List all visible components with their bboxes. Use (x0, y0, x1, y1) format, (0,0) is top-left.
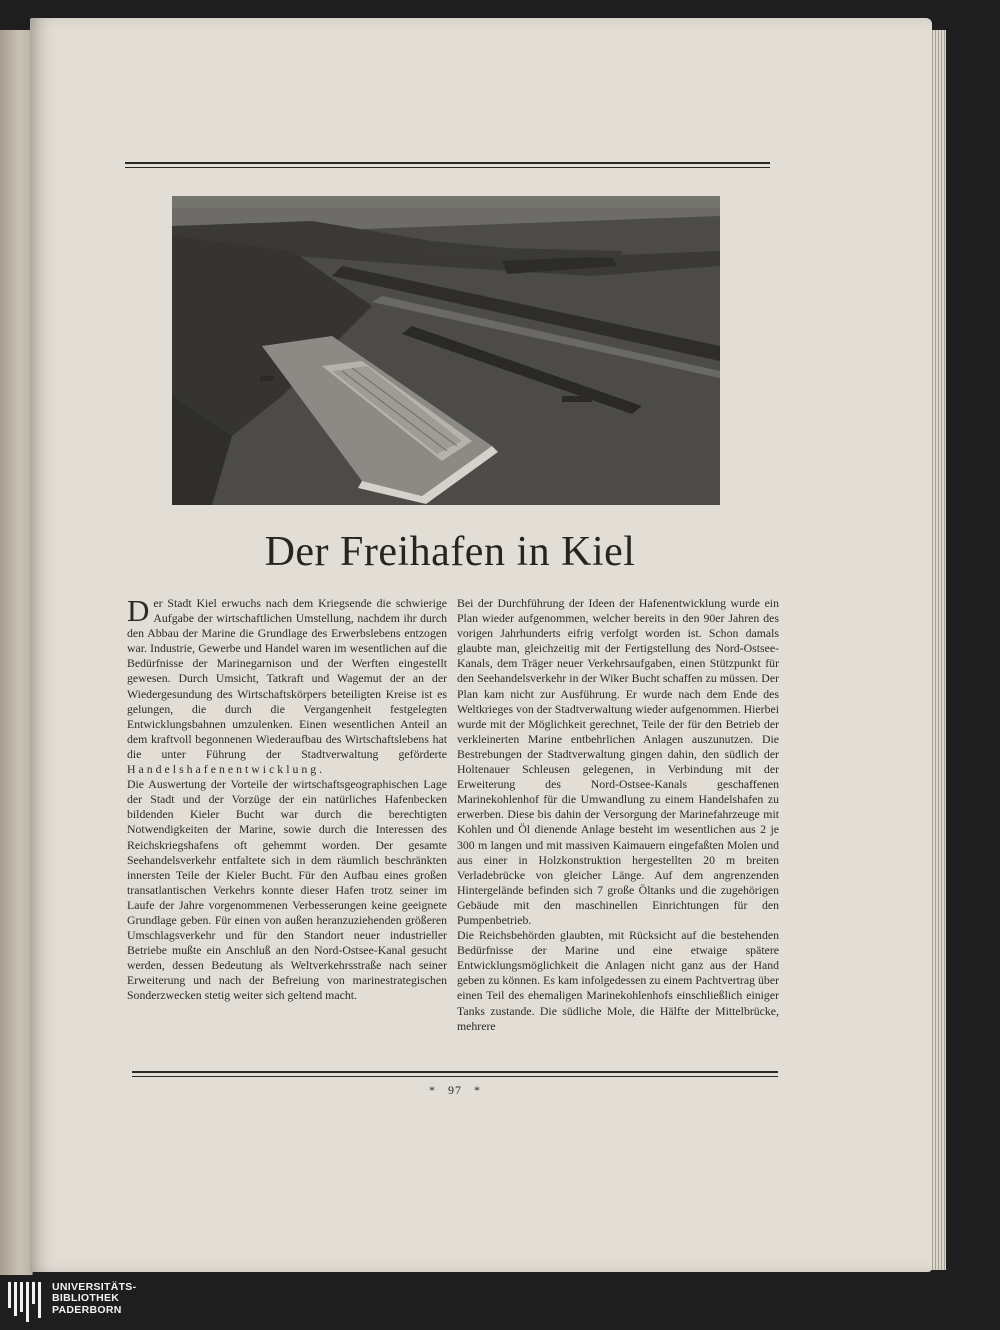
paragraph: Die Auswertung der Vorteile der wirtschaftsgeographischen Lage der Stadt und der Vorzüge der ein natürliches Hafenbecken bildenden Kieler Bucht war durch die berechtigten Notwendigkeiten der Marine, sowie durch die Interessen des Reichskriegshafens oft gehemmt worden. Der gesamte Seehandelsverkehr entfaltete sich in dem räumlich beschränkten innersten Teile der Kieler Bucht. Für den Aufbau eines großen transatlantischen Verkehrs konnte dieser Hafen trotz seiner im Laufe der Jahre vorgenommenen Verbesserungen keine geeignete Grundlage geben. Für einen von außen heranzuziehenden größeren Umschlagsverkehr und für den Standort neuer industrieller Betriebe mußte ein Anschluß an den Nord-Ostsee-Kanal gesucht werden, dessen Bedeutung als Weltverkehrsstraße nach seiner Erweiterung und nach der Befreiung von marinestrategischen Sonderzwecken stetig weiter sich geltend macht. (127, 777, 447, 1003)
library-name-line: UNIVERSITÄTS- (52, 1281, 137, 1293)
top-rule-thin (125, 167, 770, 168)
paragraph: Bei der Durchführung der Ideen der Hafenentwicklung wurde ein Plan wieder aufgenommen, welcher bereits in den 90er Jahren des vorigen Jahrhunderts eifrig verfolgt worden ist. Schon damals glaubte man, gleichzeitig mit der Fertigstellung des Nord-Ostsee-Kanals, dem Träger neuer Verkehrsaufgaben, einen Stützpunkt für den Seehandelsverkehr in der Wiker Bucht schaffen zu müssen. Der Plan kam nicht zur Ausführung. Er wurde nach dem Ende des Weltkrieges von der Stadtverwaltung wieder aufgenommen. Hierbei wurde mit der Möglichkeit gerechnet, Teile der für den Betrieb der verkleinerten Marine entbehrlichen Anlagen auszunutzen. Die Bestrebungen der Stadtverwaltung gingen dahin, den südlich der Holtenauer Schleusen gelegenen, in Verbindung mit der Erweiterung des Nord-Ostsee-Kanals geschaffenen Marinekohlenhof für die Umwandlung zu einem Handelshafen zu erwerben. Diese bis dahin der Versorgung der Marinefahrzeuge mit Kohlen und Öl dienende Anlage besteht im wesentlichen aus 2 je 300 m langen und mit massiven Kaimauern eingefaßten Molen und aus einer in Holzkonstruktion hergestellten 20 m breiten Verladebrücke von gleicher Länge. Auf dem angrenzenden Hintergelände befinden sich 7 große Öltanks und die zugehörigen Gebäude mit den maschinellen Einrichtungen für den Pumpenbetrieb. (457, 596, 779, 927)
top-rule (125, 162, 770, 164)
harbor-photo-drawing (172, 196, 720, 505)
spaced-phrase: Handelshafenentwicklung. (127, 762, 326, 777)
bottom-rule-thin (132, 1076, 778, 1077)
article-title: Der Freihafen in Kiel (264, 529, 636, 575)
bottom-rule (132, 1071, 778, 1073)
page-number-marker: * (429, 1083, 436, 1097)
paragraph-text: er Stadt Kiel erwuchs nach dem Kriegsende die schwierige Aufgabe der wirtschaftlichen Umstellung, nachdem ihr durch den Abbau der Marine die Grundlage des Erwerbslebens entzogen war. Industrie, Gewerbe und Handel waren im wesentlichen auf die Bedürfnisse der Marinegarnison und der Werften eingestellt gewesen. Durch Umsicht, Tatkraft und Wagemut der an der Wiedergesundung des Wirtschaftskörpers beteiligten Kreise ist es gelungen, die durch die Vergangenheit festgelegten Entwicklungsbahnen umzulenken. Einen wesentlichen Anteil an dem kraftvoll begonnenen Wiederaufbau des Wirtschaftslebens hat die unter Führung der Stadtverwaltung geförderte (127, 596, 447, 761)
drop-cap: D (127, 593, 150, 628)
text-column-right (457, 596, 779, 1034)
library-name (52, 1282, 197, 1316)
paragraph: Die Reichsbehörden glaubten, mit Rücksicht auf die bestehenden Bedürfnisse der Marine und eine etwaige spätere Entwicklungsmöglichkeit die Anlagen nicht ganz aus der Hand geben zu können. Es kam infolgedessen zu einem Pachtvertrag über einen Teil des ehemaligen Marinekohlenhofs einschließlich einiger Tanks zustande. Die südliche Mole, die Hälfte der Mittelbrücke, mehrere (457, 928, 779, 1033)
library-logo (0, 1278, 200, 1330)
facing-page-edge (0, 30, 33, 1275)
page-number (380, 1083, 530, 1098)
paragraph (127, 593, 447, 777)
page-number-marker: * (474, 1083, 481, 1097)
library-name-line: BIBLIOTHEK (52, 1292, 120, 1305)
page-number-value: 97 (448, 1083, 462, 1097)
text-column-left (127, 593, 447, 1004)
aerial-harbor-photo (172, 196, 720, 505)
library-name-line: PADERBORN (52, 1303, 122, 1316)
